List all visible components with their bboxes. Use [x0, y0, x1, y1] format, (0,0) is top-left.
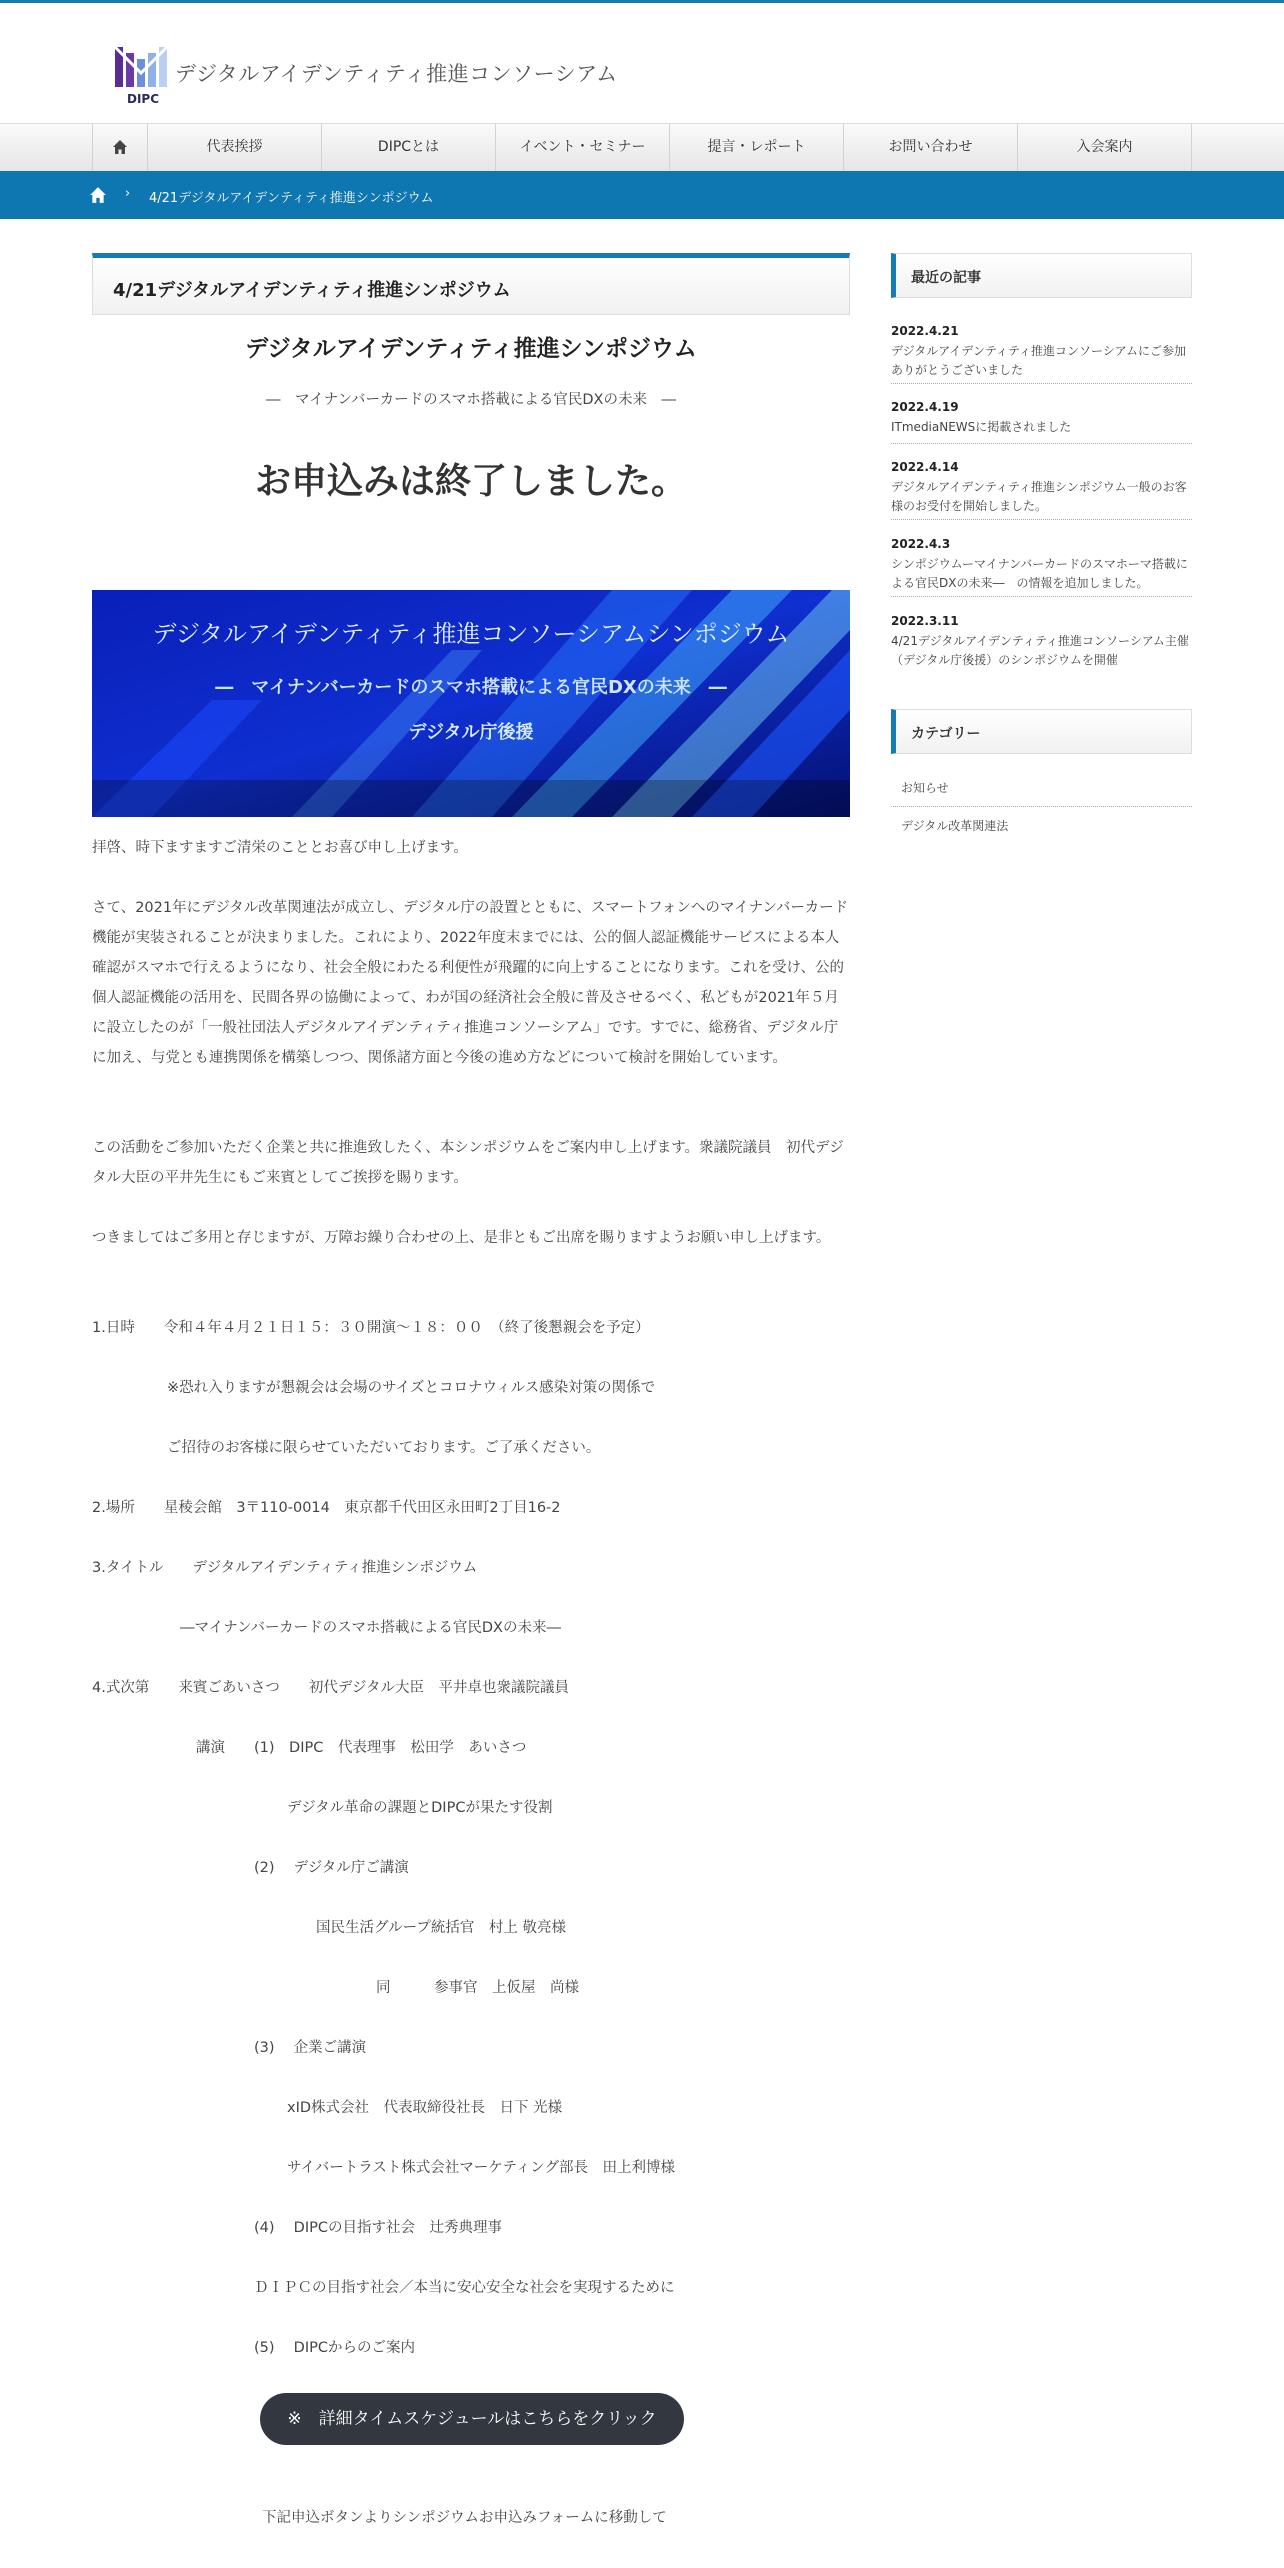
category-item[interactable]: お知らせ: [891, 770, 1192, 807]
recent-post-item[interactable]: [891, 537, 1192, 597]
breadcrumb-separator: ›: [125, 186, 131, 201]
post-title-box: [92, 253, 850, 315]
detail-note-2: ご招待のお客様に限らせていただいております。ご了承ください。: [167, 1440, 601, 1456]
detail-title: 3.タイトル デジタルアイデンティティ推進シンポジウム: [92, 1560, 478, 1576]
program-lecture-2-speaker-1: 国民生活グループ統括官 村上 敬亮様: [316, 1920, 566, 1936]
recent-post-title[interactable]: 4/21デジタルアイデンティティ推進コンソーシアム主催（デジタル庁後援）のシンポジウムを開催: [891, 634, 1189, 667]
paragraph-request: つきましてはご多用と存じますが、万障お繰り合わせの上、是非ともご出席を賜りますようお願い申し上げます。: [92, 1230, 831, 1246]
program-lecture-2: (2) デジタル庁ご講演: [254, 1860, 409, 1876]
recent-post-title[interactable]: デジタルアイデンティティ推進コンソーシアムにご参加ありがとうございました: [891, 344, 1186, 377]
banner-sponsor: デジタル庁後援: [408, 722, 534, 743]
paragraph-background: さて、2021年にデジタル改革関連法が成立し、デジタル庁の設置とともに、スマートフォンへのマイナンバーカード機能が実装されることが決まりました。これにより、2022年度末までには、公的個人認証機能サービスによる本人確認がスマホで行えるようになり、社会全般にわたる利便性が飛躍的に向上することになります。これを受け、公的個人認証機能の活用を、民間各界の協働によって、わが国の経済社会全般に普及させるべく、私どもが2021年５月に設立したのが「一般社団法人デジタルアイデンティティ推進コンソーシアム」です。すでに、総務省、デジタル庁に加え、与党とも連携関係を構築しつつ、関係諸方面と今後の進め方などについて検討を開始しています。: [92, 900, 849, 1066]
recent-post-title[interactable]: デジタルアイデンティティ推進シンポジウム一般のお客様のお受付を開始しました。: [891, 480, 1187, 513]
program-lecture-1-topic: デジタル革命の課題とDIPCが果たす役割: [287, 1800, 553, 1816]
symposium-subheading: ― マイナンバーカードのスマホ搭載による官民DXの未来 ―: [266, 392, 676, 408]
recent-post-item[interactable]: [891, 324, 1192, 384]
recent-post-item[interactable]: [891, 460, 1192, 520]
recent-post-item[interactable]: [891, 614, 1192, 672]
form-note: 下記申込ボタンよりシンポジウムお申込みフォームに移動して: [262, 2510, 667, 2526]
breadcrumb-home-icon[interactable]: [89, 186, 107, 204]
paragraph-invitation: この活動をご参加いただく企業と共に推進致したく、本シンポジウムをご案内申し上げます。衆議院議員 初代デジタル大臣の平井先生にもご来賓としてご挨拶を賜ります。: [92, 1140, 844, 1186]
nav-reports[interactable]: 提言・レポート: [669, 124, 843, 171]
schedule-button[interactable]: ※ 詳細タイムスケジュールはこちらをクリック: [260, 2393, 684, 2445]
categories-header: [891, 709, 1192, 754]
categories-title: カテゴリー: [911, 726, 981, 742]
nav-contact[interactable]: お問い合わせ: [843, 124, 1017, 171]
recent-posts-header: [891, 253, 1192, 298]
closed-notice: お申込みは終了しました。: [254, 461, 687, 502]
detail-venue: 2.場所 星稜会館 3〒110-0014 東京都千代田区永田町2丁目16-2: [92, 1500, 561, 1516]
nav-home[interactable]: [92, 124, 147, 171]
detail-title-sub: ―マイナンバーカードのスマホ搭載による官民DXの未来―: [180, 1620, 561, 1636]
program-lecture-4-topic: ＤＩＰＣの目指す社会／本当に安心安全な社会を実現するために: [254, 2280, 675, 2296]
svg-text:DIPC: DIPC: [126, 92, 160, 106]
recent-post-date: 2022.4.21: [891, 324, 959, 338]
recent-post-date: 2022.4.14: [891, 460, 959, 474]
program-lecture-3-speaker-2: サイバートラスト株式会社マーケティング部長 田上利博様: [287, 2160, 676, 2176]
recent-post-date: 2022.4.3: [891, 537, 951, 551]
detail-program: 4.式次第 来賓ごあいさつ 初代デジタル大臣 平井卓也衆議院議員: [92, 1680, 569, 1696]
nav-divider: [1191, 124, 1192, 171]
program-lecture-5: (5) DIPCからのご案内: [254, 2340, 415, 2356]
recent-post-date: 2022.3.11: [891, 614, 959, 628]
dipc-logo[interactable]: [113, 39, 173, 109]
nav-events[interactable]: イベント・セミナー: [495, 124, 669, 171]
nav-about[interactable]: DIPCとは: [321, 124, 495, 171]
banner-subtitle: ― マイナンバーカードのスマホ搭載による官民DXの未来 ―: [215, 677, 727, 698]
recent-posts-title: 最近の記事: [911, 270, 981, 286]
post-title: 4/21デジタルアイデンティティ推進シンポジウム: [113, 280, 511, 301]
banner-title: デジタルアイデンティティ推進コンソーシアムシンポジウム: [152, 620, 790, 648]
nav-greeting[interactable]: 代表挨拶: [147, 124, 321, 171]
program-lecture-4: (4) DIPCの目指す社会 辻秀典理事: [254, 2220, 502, 2236]
breadcrumb-current: 4/21デジタルアイデンティティ推進シンポジウム: [149, 191, 434, 206]
site-title[interactable]: デジタルアイデンティティ推進コンソーシアム: [175, 62, 618, 86]
recent-post-item[interactable]: [891, 400, 1192, 444]
program-lecture-3-speaker-1: xID株式会社 代表取締役社長 日下 光様: [287, 2100, 563, 2116]
symposium-banner: [92, 590, 850, 817]
symposium-heading: デジタルアイデンティティ推進シンポジウム: [245, 336, 697, 362]
paragraph-greeting: 拝啓、時下ますますご清栄のこととお喜び申し上げます。: [92, 840, 468, 856]
program-lecture-3: (3) 企業ご講演: [254, 2040, 367, 2056]
recent-post-date: 2022.4.19: [891, 400, 959, 414]
nav-membership[interactable]: 入会案内: [1017, 124, 1191, 171]
breadcrumb: [0, 171, 1284, 219]
home-icon: [112, 139, 128, 155]
category-item[interactable]: デジタル改革関連法: [901, 819, 1009, 833]
site-header: [0, 3, 1284, 123]
recent-post-title[interactable]: シンポジウムーマイナンバーカードのスマホーマ搭載による官民DXの未来― の情報を追加しました。: [891, 557, 1188, 590]
detail-note-1: ※恐れ入りますが懇親会は会場のサイズとコロナウィルス感染対策の関係で: [167, 1380, 656, 1396]
detail-datetime: 1.日時 令和４年４月２１日１５：３０開演～１８：００ （終了後懇親会を予定）: [92, 1320, 650, 1336]
program-lecture-2-speaker-2: 同 参事官 上仮屋 尚様: [376, 1980, 579, 1996]
global-nav: [0, 123, 1284, 172]
recent-post-title[interactable]: ITmediaNEWSに掲載されました: [891, 420, 1072, 434]
program-lecture-1: 講演 (1) DIPC 代表理事 松田学 あいさつ: [196, 1740, 527, 1756]
